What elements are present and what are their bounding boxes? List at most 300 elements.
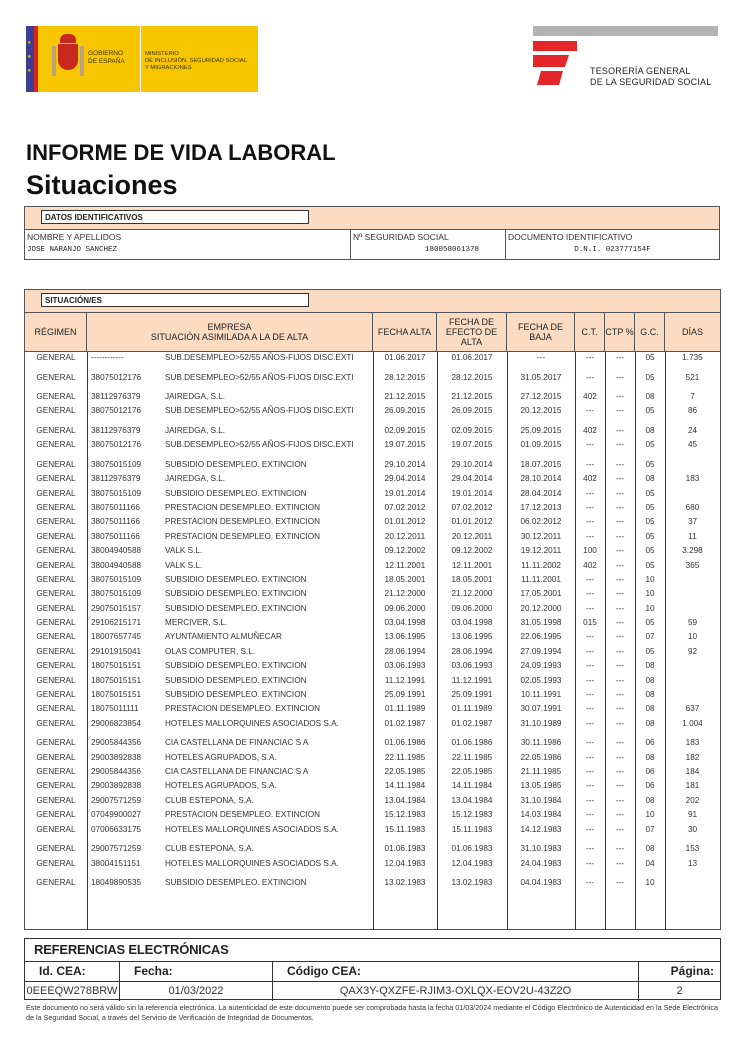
cell-fecha-baja: 19.12.2011: [520, 546, 562, 556]
cell-empresa: VALK S.L.: [165, 560, 203, 570]
cell-dias: 59: [687, 618, 698, 628]
cell-ccc: 29005844356: [91, 767, 142, 777]
cell-gc: 10: [645, 574, 655, 584]
table-rows: [25, 352, 720, 892]
flag-icon: ★ ★ ★: [26, 26, 42, 92]
table-row: [25, 561, 720, 575]
cell-gc: 05: [645, 440, 655, 450]
cell-fecha-efecto: 01.06.1986: [451, 738, 493, 748]
cell-ccc: 07006633175: [91, 824, 142, 834]
cell-ctp: ---: [615, 844, 625, 854]
cell-dias: [665, 460, 720, 474]
cell-fecha-alta: 29.04.2014: [384, 474, 426, 484]
cell-fecha-alta: 15.12.1983: [384, 810, 426, 820]
cell-fecha-baja: 31.05.2017: [520, 372, 562, 382]
cell-fecha-baja: 10.11.1991: [520, 690, 562, 700]
cell-fecha-alta: 01.01.2012: [384, 517, 426, 527]
table-row: [25, 460, 720, 474]
cell-ct: ---: [585, 531, 595, 541]
cell-fecha-efecto: 12.11.2001: [451, 560, 493, 570]
cell-fecha-alta: 28.06.1994: [384, 646, 426, 656]
cell-fecha-alta: 09.06.2000: [384, 603, 426, 613]
cell-dias: [665, 878, 720, 892]
cell-ctp: ---: [615, 781, 625, 791]
cell-fecha-alta: 03.06.1993: [384, 661, 426, 671]
cell-dias: [665, 661, 720, 675]
cell-empresa: PRESTACION DESEMPLEO. EXTINCION: [165, 502, 320, 512]
tgss-name: [590, 66, 711, 88]
cell-ctp: ---: [615, 517, 625, 527]
cell-ccc: 18049890535: [91, 878, 142, 888]
cell-ccc: 29007571259: [91, 844, 142, 854]
cell-regimen: GENERAL: [36, 810, 76, 820]
cell-gc: 05: [645, 502, 655, 512]
cell-ct: 402: [583, 425, 597, 435]
cell-ccc: 38075011166: [91, 502, 140, 512]
cell-dias: 521: [685, 372, 700, 382]
col-fecha-alta: FECHA ALTA: [373, 313, 437, 351]
cell-ct: ---: [585, 738, 595, 748]
cell-dias: [665, 604, 720, 618]
table-row: [25, 406, 720, 426]
cell-gc: 08: [645, 844, 655, 854]
cell-fecha-efecto: 25.09.1991: [451, 690, 493, 700]
cell-gc: 10: [645, 589, 655, 599]
cell-dias: 181: [685, 781, 700, 791]
cell-ccc: 18075015151: [91, 675, 142, 685]
cell-fecha-efecto: 26.09.2015: [451, 406, 493, 416]
fecha-label: Fecha:: [120, 962, 273, 981]
cell-fecha-efecto: 01.06.2017: [451, 353, 493, 362]
cell-dias: 10: [687, 632, 698, 642]
cell-dias: 365: [685, 560, 700, 570]
cell-ct: ---: [585, 574, 595, 584]
cell-ct: ---: [585, 704, 595, 714]
cell-regimen: GENERAL: [36, 690, 76, 700]
cell-fecha-baja: 01.09.2015: [520, 440, 562, 450]
cell-empresa: SUB.DESEMPLEO>52/55 AÑOS-FIJOS DISC.EXTI: [165, 353, 354, 362]
cell-ct: ---: [585, 632, 595, 642]
cell-gc: 06: [645, 738, 655, 748]
cell-ccc: 38075015109: [91, 589, 142, 599]
cell-ct: 402: [583, 560, 597, 570]
cell-ccc: 38004940588: [91, 560, 142, 570]
fecha-value: 01/03/2022: [120, 982, 273, 1001]
cell-empresa: JAIREDGA, S.L.: [165, 425, 226, 435]
cell-ctp: ---: [615, 603, 625, 613]
cell-ctp: ---: [615, 632, 625, 642]
tgss-line1: TESORERÍA GENERAL: [590, 66, 691, 76]
cell-regimen: GENERAL: [36, 474, 76, 484]
cell-ct: ---: [585, 810, 595, 820]
ministerio-text: [145, 51, 247, 92]
table-row: [25, 474, 720, 488]
cell-regimen: GENERAL: [36, 661, 76, 671]
cell-fecha-alta: 20.12.2011: [384, 531, 426, 541]
cell-dias: 680: [685, 502, 700, 512]
cell-ctp: ---: [615, 459, 625, 469]
cell-regimen: GENERAL: [36, 618, 76, 628]
cell-ccc: 29106215171: [91, 618, 142, 628]
cell-regimen: GENERAL: [36, 603, 76, 613]
cell-fecha-alta: 03.04.1998: [384, 618, 426, 628]
cell-fecha-alta: 15.11.1983: [384, 824, 426, 834]
cell-ct: ---: [585, 858, 595, 868]
cell-empresa: SUBSIDIO DESEMPLEO. EXTINCION: [165, 690, 307, 700]
table-row: [25, 392, 720, 406]
cell-ccc: 38075015109: [91, 488, 142, 498]
col-fecha-baja: FECHA DE BAJA: [507, 313, 575, 351]
cell-empresa: CLUB ESTEPONA, S.A.: [165, 844, 254, 854]
cell-ct: ---: [585, 781, 595, 791]
cell-dias: 183: [685, 738, 700, 748]
cell-fecha-efecto: 19.07.2015: [451, 440, 493, 450]
table-row: [25, 589, 720, 603]
cell-fecha-efecto: 21.12.2015: [451, 392, 493, 401]
cell-ctp: ---: [615, 502, 625, 512]
cell-regimen: GENERAL: [36, 858, 76, 868]
cell-regimen: GENERAL: [36, 632, 76, 642]
cell-ccc: 18075015151: [91, 661, 142, 671]
cell-ctp: ---: [615, 675, 625, 685]
cell-ccc: 29007571259: [91, 795, 142, 805]
cell-fecha-baja: 31.05.1998: [520, 618, 562, 628]
cell-gc: 08: [645, 718, 655, 728]
gobierno-line2: DE ESPAÑA: [88, 58, 125, 65]
cell-regimen: GENERAL: [36, 517, 76, 527]
nss-label: Nº SEGURIDAD SOCIAL: [353, 232, 449, 242]
cell-gc: 08: [645, 795, 655, 805]
cell-fecha-efecto: 12.04.1983: [451, 858, 493, 868]
table-row: [25, 503, 720, 517]
cell-fecha-efecto: 09.06.2000: [451, 603, 493, 613]
cell-ctp: ---: [615, 810, 625, 820]
cell-dias: 37: [687, 517, 698, 527]
referencias-header-row: [25, 962, 720, 982]
cell-ccc: 07049900027: [91, 810, 142, 820]
table-row: [25, 859, 720, 879]
cell-ctp: ---: [615, 392, 625, 401]
cell-ct: ---: [585, 440, 595, 450]
cell-regimen: GENERAL: [36, 646, 76, 656]
col-empresa-line1: EMPRESA: [207, 322, 252, 332]
cell-empresa: PRESTACION DESEMPLEO. EXTINCION: [165, 810, 320, 820]
cell-fecha-efecto: 14.11.1984: [451, 781, 493, 791]
cell-regimen: GENERAL: [36, 738, 76, 748]
cell-gc: 10: [645, 810, 655, 820]
cell-ct: ---: [585, 502, 595, 512]
cell-dias: 184: [685, 767, 700, 777]
cell-ctp: ---: [615, 878, 625, 888]
cell-fecha-baja: 28.10.2014: [520, 474, 562, 484]
cell-dias: 3.298: [682, 546, 703, 556]
cell-empresa: HOTELES MALLORQUINES ASOCIADOS S.A.: [165, 824, 339, 834]
cell-dias: 11: [688, 531, 697, 541]
cell-gc: 05: [645, 531, 655, 541]
cell-ctp: ---: [615, 618, 625, 628]
cell-empresa: HOTELES AGRUPADOS, S.A.: [165, 752, 277, 762]
cell-regimen: GENERAL: [36, 372, 76, 382]
cell-dias: 183: [685, 474, 700, 484]
cell-ctp: ---: [615, 406, 625, 416]
cell-fecha-baja: 20.12.2000: [520, 603, 562, 613]
cell-fecha-baja: 25.09.2015: [520, 425, 562, 435]
cell-gc: 08: [645, 704, 655, 714]
cell-fecha-baja: 31.10.1989: [520, 718, 562, 728]
cell-fecha-alta: 28.12.2015: [384, 372, 426, 382]
cell-gc: 07: [645, 824, 655, 834]
cell-fecha-efecto: 01.02.1987: [451, 718, 493, 728]
cell-fecha-efecto: 29.10.2014: [451, 459, 493, 469]
cell-fecha-baja: 04.04.1983: [520, 878, 562, 888]
cell-gc: 08: [645, 474, 655, 484]
cell-ccc: ------------: [91, 353, 124, 362]
ministerio-line2: DE INCLUSIÓN, SEGURIDAD SOCIAL: [145, 58, 247, 64]
referencias-title: REFERENCIAS ELECTRÓNICAS: [25, 939, 720, 962]
cell-gc: 08: [645, 425, 655, 435]
cell-fecha-efecto: 21.12.2000: [451, 589, 493, 599]
cell-ct: 402: [583, 392, 597, 401]
col-empresa: [87, 313, 373, 351]
cell-ct: ---: [585, 488, 595, 498]
cell-fecha-baja: 31.10.1984: [520, 795, 562, 805]
cell-ctp: ---: [615, 718, 625, 728]
cell-regimen: GENERAL: [36, 546, 76, 556]
cell-dias: 153: [685, 844, 700, 854]
cell-ccc: 38075012176: [91, 406, 142, 416]
cell-ctp: ---: [615, 353, 625, 362]
cell-ccc: 38004940588: [91, 546, 142, 556]
cell-fecha-baja: 22.06.1995: [520, 632, 562, 642]
cell-regimen: GENERAL: [36, 560, 76, 570]
table-row: [25, 796, 720, 810]
cell-ccc: 38112976379: [91, 474, 141, 484]
cell-ctp: ---: [615, 372, 625, 382]
cell-fecha-alta: 22.11.1985: [384, 752, 426, 762]
cell-empresa: HOTELES MALLORQUINES ASOCIADOS S.A.: [165, 718, 339, 728]
cell-dias: 1.735: [682, 353, 703, 362]
cell-fecha-efecto: 13.02.1983: [451, 878, 493, 888]
cell-ct: ---: [585, 589, 595, 599]
cell-gc: 05: [645, 406, 655, 416]
cell-regimen: GENERAL: [36, 574, 76, 584]
cell-dias: 1.004: [682, 718, 703, 728]
cell-fecha-baja: 02.05.1993: [520, 675, 562, 685]
cell-fecha-efecto: 01.11.1989: [451, 704, 493, 714]
cell-regimen: GENERAL: [36, 353, 76, 362]
cell-empresa: PRESTACION DESEMPLEO. EXTINCION: [165, 531, 320, 541]
cell-empresa: CIA CASTELLANA DE FINANCIAC S A: [165, 738, 309, 748]
cell-fecha-alta: 13.04.1984: [384, 795, 426, 805]
tgss-line2: DE LA SEGURIDAD SOCIAL: [590, 77, 712, 87]
cell-fecha-alta: 13.02.1983: [384, 878, 426, 888]
ministerio-line1: MINISTERIO: [145, 51, 179, 57]
cell-dias: [665, 589, 720, 603]
cell-ctp: ---: [615, 661, 625, 671]
table-row: [25, 440, 720, 460]
cell-fecha-baja: 17.05.2001: [520, 589, 562, 599]
cell-gc: 05: [645, 546, 655, 556]
cell-fecha-baja: 30.07.1991: [520, 704, 562, 714]
cell-empresa: CLUB ESTEPONA, S.A.: [165, 795, 254, 805]
cell-gc: 05: [645, 560, 655, 570]
cell-empresa: VALK S.L.: [165, 546, 203, 556]
table-header: [25, 313, 720, 352]
col-gc: G.C.: [635, 313, 665, 351]
cell-ctp: ---: [615, 858, 625, 868]
cell-fecha-efecto: 22.11.1985: [451, 752, 493, 762]
cell-fecha-efecto: 28.12.2015: [451, 372, 493, 382]
referencias-value-row: [25, 982, 720, 1001]
cell-regimen: GENERAL: [36, 781, 76, 791]
cell-empresa: HOTELES AGRUPADOS, S.A.: [165, 781, 277, 791]
cell-empresa: HOTELES MALLORQUINES ASOCIADOS S.A.: [165, 858, 339, 868]
cell-fecha-baja: 24.09.1993: [520, 661, 562, 671]
cell-fecha-baja: 24.04.1983: [520, 858, 562, 868]
table-row: [25, 618, 720, 632]
cell-regimen: GENERAL: [36, 392, 76, 401]
col-regimen: RÉGIMEN: [25, 313, 87, 351]
cell-regimen: GENERAL: [36, 718, 76, 728]
cell-ct: ---: [585, 844, 595, 854]
cell-fecha-efecto: 19.01.2014: [451, 488, 493, 498]
cell-dias: [665, 676, 720, 690]
cell-gc: 08: [645, 752, 655, 762]
cell-fecha-alta: 09.12.2002: [384, 546, 426, 556]
table-row: [25, 753, 720, 767]
cell-gc: 10: [645, 878, 655, 888]
cell-gc: 08: [645, 675, 655, 685]
cell-regimen: GENERAL: [36, 824, 76, 834]
document-title: INFORME DE VIDA LABORAL: [26, 140, 336, 165]
cell-regimen: GENERAL: [36, 878, 76, 888]
codigo-cea-value: QAX3Y-QXZFE-RJIM3-OXLQX-EOV2U-43Z2O: [273, 982, 639, 1001]
cell-regimen: GENERAL: [36, 406, 76, 416]
cell-fecha-efecto: 18.05.2001: [451, 574, 493, 584]
table-row: [25, 676, 720, 690]
cell-fecha-baja: ---: [536, 353, 546, 362]
cell-fecha-alta: 01.11.1989: [384, 704, 426, 714]
id-cea-label: Id. CEA:: [25, 962, 120, 981]
table-row: [25, 690, 720, 704]
cell-ct: ---: [585, 878, 595, 888]
cell-fecha-baja: 30.12.2011: [520, 531, 562, 541]
cell-ctp: ---: [615, 690, 625, 700]
cell-empresa: SUBSIDIO DESEMPLEO. EXTINCION: [165, 459, 307, 469]
cell-fecha-baja: 28.04.2014: [520, 488, 562, 498]
datos-header: [25, 207, 719, 230]
cell-ccc: 18075011111: [91, 704, 139, 714]
cell-empresa: SUBSIDIO DESEMPLEO. EXTINCION: [165, 661, 307, 671]
cell-gc: 05: [645, 459, 655, 469]
cell-ccc: 29006823854: [91, 718, 142, 728]
cell-ccc: 38075011166: [91, 531, 140, 541]
table-row: [25, 704, 720, 718]
cell-fecha-baja: 13.05.1985: [520, 781, 562, 791]
cell-dias: [665, 489, 720, 503]
cell-fecha-alta: 19.07.2015: [384, 440, 426, 450]
cell-ct: ---: [585, 767, 595, 777]
cell-regimen: GENERAL: [36, 752, 76, 762]
nss-cell: [351, 230, 506, 260]
gobierno-line1: GOBIERNO: [88, 50, 124, 57]
cell-ct: ---: [585, 718, 595, 728]
nss-value: 180058061378: [424, 246, 479, 254]
cell-fecha-alta: 26.09.2015: [384, 406, 426, 416]
legal-footer: Este documento no será válido sin la referencia electrónica. La autenticidad de este documento puede ser comprobada hasta la fecha 01/03/2024 mediante el Código Electrónico de Autenticidad en la Sede Electrónica de la Seguridad Social, a través del Servicio de Verificación de Integridad de Documentos.: [26, 1003, 718, 1022]
cell-empresa: SUBSIDIO DESEMPLEO. EXTINCION: [165, 589, 307, 599]
cell-fecha-alta: 07.02.2012: [384, 502, 426, 512]
cell-ct: ---: [585, 603, 595, 613]
cell-ct: ---: [585, 752, 595, 762]
table-row: [25, 767, 720, 781]
cell-ct: ---: [585, 353, 595, 362]
cell-fecha-efecto: 15.11.1983: [451, 824, 493, 834]
cell-ctp: ---: [615, 767, 625, 777]
cell-ccc: 29003892838: [91, 781, 142, 791]
cell-fecha-alta: 13.06.1995: [384, 632, 426, 642]
cell-regimen: GENERAL: [36, 459, 76, 469]
ministerio-line3: Y MIGRACIONES: [145, 65, 192, 71]
cell-fecha-baja: 18.07.2015: [520, 459, 562, 469]
cell-dias: [665, 690, 720, 704]
cell-ccc: 38075012176: [91, 440, 142, 450]
cell-fecha-efecto: 03.06.1993: [451, 661, 493, 671]
cell-fecha-baja: 22.05.1986: [520, 752, 562, 762]
documento-cell: [506, 230, 719, 260]
pagina-value: 2: [676, 985, 683, 997]
cell-ccc: 38004151151: [91, 858, 141, 868]
cell-empresa: SUBSIDIO DESEMPLEO. EXTINCION: [165, 878, 307, 888]
cell-ct: ---: [585, 795, 595, 805]
cell-ctp: ---: [615, 646, 625, 656]
gobierno-espana-logo: [26, 26, 258, 92]
cell-empresa: SUB.DESEMPLEO>52/55 AÑOS-FIJOS DISC.EXTI: [165, 406, 354, 416]
cell-gc: 04: [645, 858, 655, 868]
cell-dias: 7: [690, 392, 695, 401]
cell-fecha-alta: 12.04.1983: [384, 858, 426, 868]
cell-fecha-baja: 27.09.1994: [520, 646, 562, 656]
table-row: [25, 738, 720, 752]
cell-ctp: ---: [615, 752, 625, 762]
cell-ctp: ---: [615, 488, 625, 498]
table-row: [25, 532, 720, 546]
cell-ct: ---: [585, 406, 595, 416]
cell-fecha-alta: 01.02.1987: [384, 718, 426, 728]
table-row: [25, 489, 720, 503]
cell-fecha-alta: 21.12.2000: [384, 589, 426, 599]
cell-ccc: 18075015151: [91, 690, 142, 700]
cell-regimen: GENERAL: [36, 488, 76, 498]
cell-fecha-alta: 18.05.2001: [384, 574, 426, 584]
cell-regimen: GENERAL: [36, 767, 76, 777]
cell-fecha-alta: 22.05.1985: [384, 767, 426, 777]
cell-ccc: 38112976379: [91, 392, 141, 401]
col-empresa-line2: SITUACIÓN ASIMILADA A LA DE ALTA: [150, 332, 309, 342]
cell-gc: 10: [645, 603, 655, 613]
cell-fecha-alta: 19.01.2014: [384, 488, 426, 498]
pagina-label: Página:: [670, 964, 714, 978]
cell-gc: 08: [645, 661, 655, 671]
table-row: [25, 517, 720, 531]
cell-empresa: JAIREDGA, S.L.: [165, 474, 226, 484]
cell-regimen: GENERAL: [36, 675, 76, 685]
cell-ccc: 38075015109: [91, 459, 142, 469]
cell-fecha-baja: 21.11.1985: [520, 767, 562, 777]
cell-empresa: MERCIVER, S.L.: [165, 618, 228, 628]
coat-of-arms-icon: [52, 34, 84, 86]
cell-empresa: PRESTACION DESEMPLEO. EXTINCION: [165, 704, 320, 714]
